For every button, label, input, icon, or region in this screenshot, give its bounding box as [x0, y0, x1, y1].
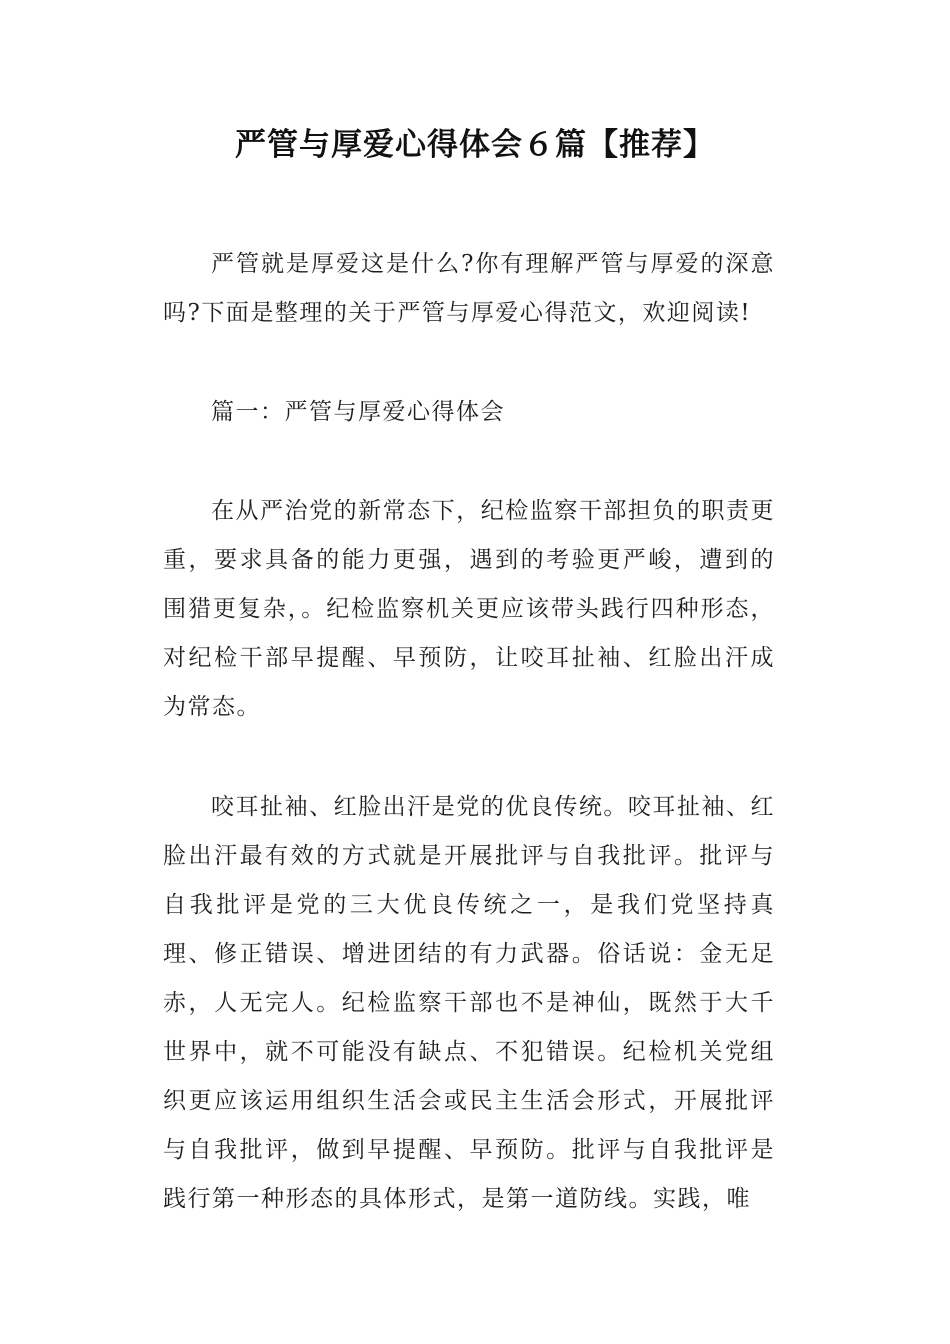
body-paragraph: 咬耳扯袖、红脸出汗是党的优良传统。咬耳扯袖、红脸出汗最有效的方式就是开展批评与自我批评。批评与自我批评是党的三大优良传统之一，是我们党坚持真理、修正错误、增进团结的有力武器。俗话说：金无足赤，人无完人。纪检监察干部也不是神仙，既然于大千世界中，就不可能没有缺点、不犯错误。纪检机关党组织更应该运用组织生活会或民主生活会形式，开展批评与自我批评，做到早提醒、早预防。批评与自我批评是践行第一种形态的具体形式，是第一道防线。实践，唯: [163, 794, 775, 1212]
document-title: 严管与厚爱心得体会６篇【推荐】: [235, 127, 715, 163]
section-heading: 篇一：严管与厚爱心得体会: [211, 399, 505, 425]
body-paragraph: 在从严治党的新常态下，纪检监察干部担负的职责更重，要求具备的能力更强，遇到的考验更严峻，遭到的围猎更复杂，。纪检监察机关更应该带头践行四种形态，对纪检干部早提醒、早预防，让咬耳扯袖、红脸出汗成为常态。: [163, 498, 775, 720]
intro-paragraph: 严管就是厚爱这是什么?你有理解严管与厚爱的深意吗?下面是整理的关于严管与厚爱心得范文，欢迎阅读!: [163, 251, 775, 326]
